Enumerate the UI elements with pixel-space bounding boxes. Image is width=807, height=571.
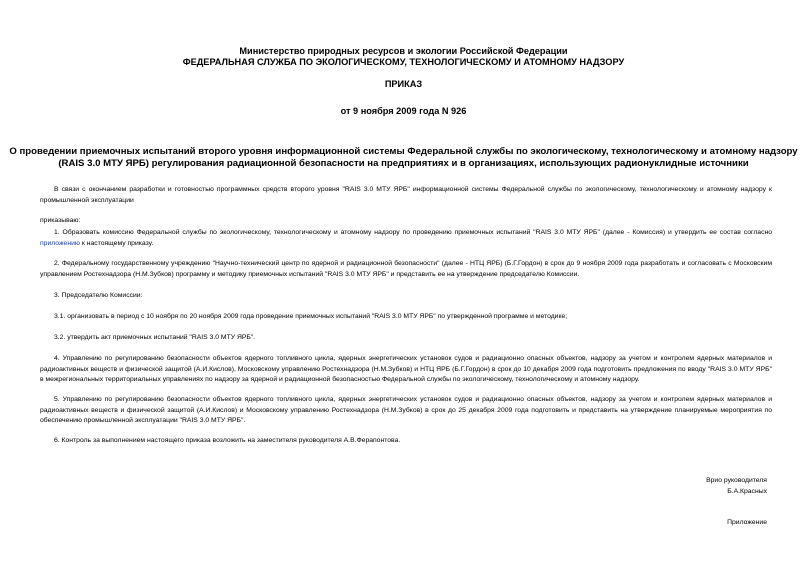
ministry-name: Министерство природных ресурсов и экологии Российской Федерации: [239, 46, 568, 56]
document-date-number: от 9 ноября 2009 года N 926: [340, 106, 467, 116]
paragraph-6: 6. Контроль за выполнением настоящего приказа возложить на заместителя руководителя А.В.Ферапонтова.: [54, 437, 401, 444]
paragraph-2: 2. Федеральному государственному учреждению "Научно-технический центр по ядерной и радиационной безопасности" (далее - НТЦ ЯРБ) (Б.Г.Гордон) в срок до 9 ноября 2009 года разработать и согласовать с Московским управлением Ростехнадзора (Н.М.Зубков) программу и методику приемочных испытаний "RAIS 3.0 МТУ ЯРБ" и представить ее на утверждение председателю Комиссии.: [40, 260, 772, 278]
paragraph-1-text: 1. Образовать комиссию Федеральной службы по экологическому, технологическому и атомному надзору по проведению приемочных испытаний "RAIS 3.0 МТУ ЯРБ" (далее - Комиссия) и утвердить ее состав согласно: [54, 229, 772, 236]
document-title-line-2: (RAIS 3.0 МТУ ЯРБ) регулирования радиационной безопасности на предприятиях и в организациях, использующих радионуклидные источники: [58, 158, 749, 169]
paragraph-4: 4. Управлению по регулированию безопасности объектов ядерного топливного цикла, ядерных энергетических установок судов и радиационно опасных объектов, надзору за учетом и контролем ядерных материалов и радиоактивных веществ и физической защитой (А.И.Кислов), Московскому управлению Ростехнадзора (Н.М.Зубков) и НТЦ ЯРБ (Б.Г.Гордон) в срок до 10 декабря 2009 года подготовить предложения по вводу "RAIS 3.0 МТУ ЯРБ" в межрегиональных территориальных управлениях по надзору за ядерной и радиационной безопасностью Федеральной службы по экологическому, технологическому и атомному надзору.: [40, 355, 772, 384]
document-title-line-1: О проведении приемочных испытаний второго уровня информационной системы Федеральной службы по экологическому, технологическому и атомному надзору: [9, 146, 798, 157]
appendix-label: Приложение: [727, 519, 767, 526]
order-word: приказываю:: [40, 217, 81, 224]
document-type: ПРИКАЗ: [384, 79, 423, 89]
paragraph-1-tail: к настоящему приказу.: [79, 239, 154, 247]
appendix-link[interactable]: приложению: [40, 239, 80, 247]
intro-paragraph: В связи с окончанием разработки и готовностью программных средств второго уровня "RAIS 3.0 МТУ ЯРБ" информационной системы Федеральной службы по экологическому, технологическому и атомному надзору к промышленной эксплуатации: [40, 186, 772, 204]
paragraph-3: 3. Председателю Комиссии:: [54, 292, 143, 299]
paragraph-3-2: 3.2. утвердить акт приемочных испытаний "RAIS 3.0 МТУ ЯРБ".: [54, 334, 256, 341]
paragraph-1: [40, 228, 772, 250]
paragraph-3-1: 3.1. организовать в период с 10 ноября по 20 ноября 2009 года проведение приемочных испытаний "RAIS 3.0 МТУ ЯРБ" по утвержденной программе и методике;: [54, 313, 568, 320]
signature-position: Врио руководителя: [706, 477, 767, 484]
service-name: ФЕДЕРАЛЬНАЯ СЛУЖБА ПО ЭКОЛОГИЧЕСКОМУ, ТЕХНОЛОГИЧЕСКОМУ И АТОМНОМУ НАДЗОРУ: [182, 57, 625, 67]
signature-name: Б.А.Красных: [727, 488, 767, 495]
paragraph-5: 5. Управлению по регулированию безопасности объектов ядерного топливного цикла, ядерных энергетических установок судов и радиационно опасных объектов, надзору за учетом и контролем ядерных материалов и радиоактивных веществ и физической защитой (А.И.Кислов) и Московскому управлению Ростехнадзора (Н.М.Зубков) в срок до 25 декабря 2009 года подготовить и представить на утверждение планируемые мероприятия по обеспечению промышленной эксплуатации "RAIS 3.0 МТУ ЯРБ".: [40, 396, 772, 425]
